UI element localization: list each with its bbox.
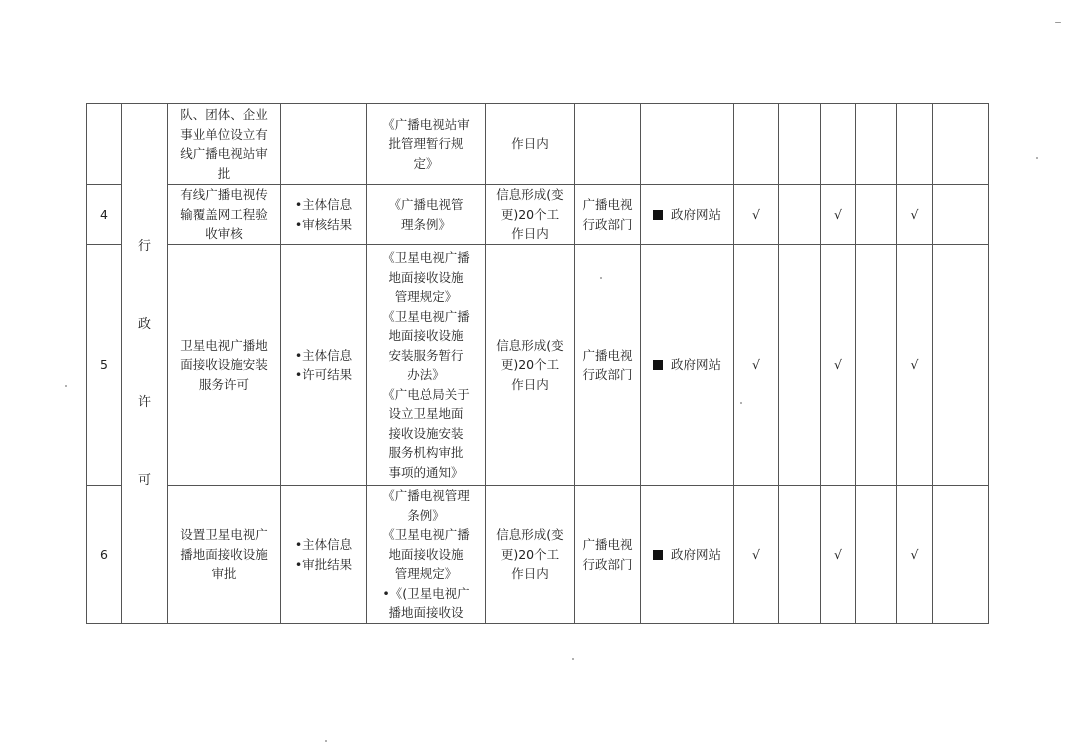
check-cell <box>897 104 933 185</box>
department: 广播电视 行政部门 <box>582 537 633 572</box>
item-name: 有线广播电视传 输覆盖网工程验 收审核 <box>180 187 268 242</box>
check-cell <box>856 185 897 245</box>
item-name: 卫星电视广播地 面接收设施安装 服务许可 <box>180 337 268 392</box>
check-cell <box>933 185 989 245</box>
row-number <box>87 104 122 185</box>
check-cell: √ <box>821 486 856 624</box>
square-bullet-icon <box>653 360 663 370</box>
scan-speck <box>740 402 742 404</box>
check-cell <box>779 486 821 624</box>
category-label: 行 政 许 可 <box>137 238 151 488</box>
table-row <box>87 185 989 245</box>
channel: 政府网站 <box>670 357 721 373</box>
time-limit: 作日内 <box>511 136 549 152</box>
item-name: 设置卫星电视广 播地面接收设施 审批 <box>180 527 268 582</box>
legal-basis: 《卫星电视广播 地面接收设施 管理规定》 《卫星电视广播 地面接收设施 安装服务暂行 办法》 《广电总局关于 设立卫星地面 接收设施安装 服务机构审批 事项的通知》 <box>382 250 470 480</box>
row-number: 5 <box>87 245 122 486</box>
item-name: 队、团体、企业 事业单位设立有 线广播电视站审 批 <box>180 107 268 181</box>
legal-basis: 《广播电视管理 条例》 《卫星电视广播 地面接收设施 管理规定》 •《(卫星电视广 播地面接收设 <box>382 488 470 621</box>
scan-speck <box>600 277 602 279</box>
check-cell <box>779 185 821 245</box>
scan-speck <box>572 658 574 660</box>
department: 广播电视 行政部门 <box>582 347 633 382</box>
channel: 政府网站 <box>670 546 721 562</box>
check-cell <box>856 486 897 624</box>
table-row <box>87 245 989 486</box>
legal-basis: 《广播电视管 理条例》 <box>388 197 464 232</box>
check-cell: √ <box>897 486 933 624</box>
content-list: •主体信息 •审核结果 <box>294 197 353 232</box>
category-cell <box>122 104 168 624</box>
time-limit: 信息形成(变 更)20个工 作日内 <box>496 527 564 582</box>
check-cell: √ <box>734 185 779 245</box>
row-number: 4 <box>87 185 122 245</box>
content-list: •主体信息 •许可结果 <box>294 347 353 382</box>
row-number: 6 <box>87 486 122 624</box>
check-cell <box>856 245 897 486</box>
table-row <box>87 486 989 624</box>
time-limit: 信息形成(变 更)20个工 作日内 <box>496 337 564 392</box>
check-cell: √ <box>734 245 779 486</box>
content-list: •主体信息 •审批结果 <box>294 537 353 572</box>
scan-speck <box>1036 157 1038 159</box>
time-limit: 信息形成(变 更)20个工 作日内 <box>496 187 564 242</box>
check-cell <box>933 245 989 486</box>
legal-basis: 《广播电视站审 批管理暂行规 定》 <box>382 116 470 171</box>
check-cell: √ <box>734 486 779 624</box>
check-cell <box>779 104 821 185</box>
check-cell: √ <box>821 185 856 245</box>
disclosure-table <box>86 103 989 624</box>
square-bullet-icon <box>653 550 663 560</box>
square-bullet-icon <box>653 210 663 220</box>
check-cell <box>933 486 989 624</box>
table-row <box>87 104 989 185</box>
department: 广播电视 行政部门 <box>582 197 633 232</box>
channel: 政府网站 <box>670 206 721 222</box>
check-cell: √ <box>897 245 933 486</box>
check-cell <box>779 245 821 486</box>
scan-speck <box>65 385 67 387</box>
check-cell: √ <box>897 185 933 245</box>
scan-speck <box>325 740 327 742</box>
check-cell <box>933 104 989 185</box>
check-cell <box>734 104 779 185</box>
check-cell <box>856 104 897 185</box>
check-cell <box>821 104 856 185</box>
check-cell: √ <box>821 245 856 486</box>
scan-speck <box>1055 22 1061 23</box>
